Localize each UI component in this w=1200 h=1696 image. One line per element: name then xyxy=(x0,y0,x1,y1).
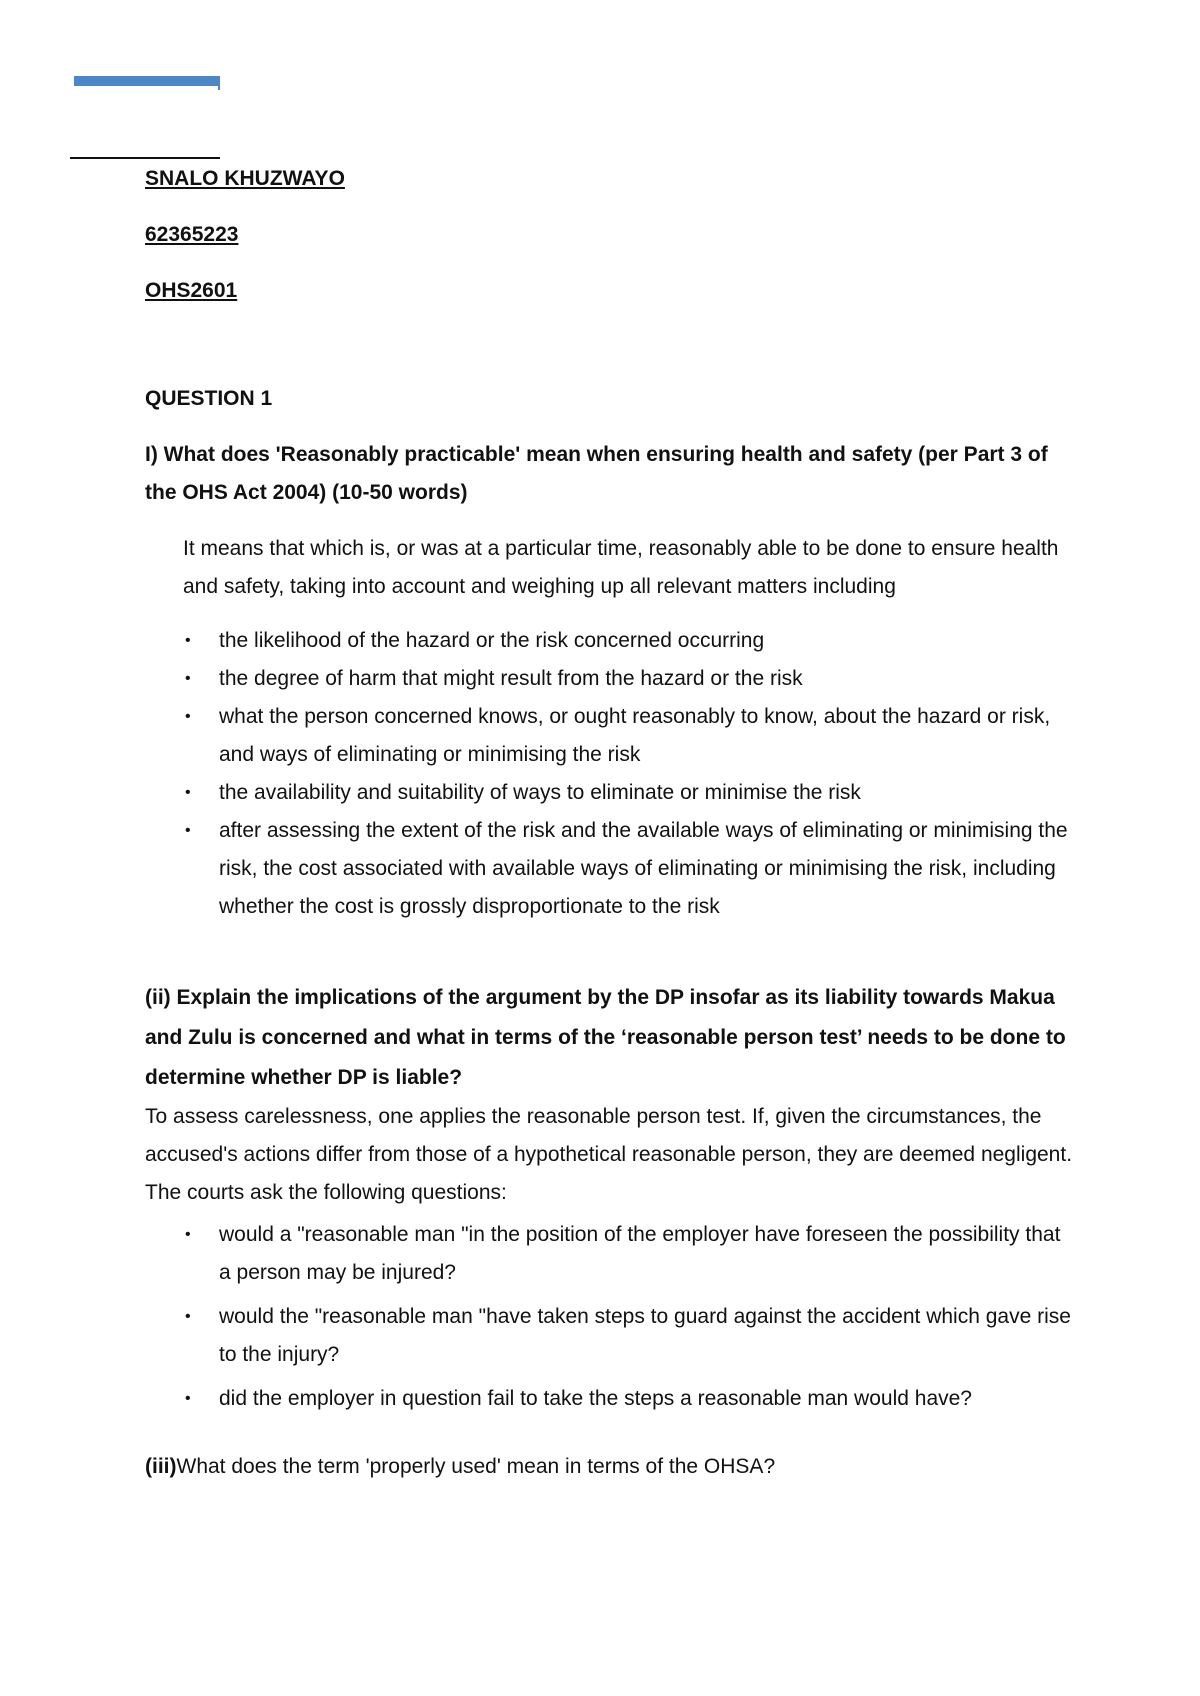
part2-courts-intro: The courts ask the following questions: xyxy=(145,1181,507,1204)
list-item: • would a "reasonable man "in the position of the employer have foreseen the possibility that a person may be injured? xyxy=(145,1216,1075,1292)
part3-label: (iii) xyxy=(145,1455,177,1478)
list-item: • after assessing the extent of the risk and the available ways of eliminating or minimising the risk, the cost associated with available ways of eliminating or minimising the risk, including whether the cost is grossly disproportionate to the risk xyxy=(145,812,1075,926)
document-body xyxy=(145,160,1075,1486)
student-name: SNALO KHUZWAYO xyxy=(145,167,345,190)
list-item: • what the person concerned knows, or ought reasonably to know, about the hazard or risk, and ways of eliminating or minimising the risk xyxy=(145,698,1075,774)
part2-bullet-list xyxy=(145,1216,1075,1418)
header-decoration-bar xyxy=(74,76,218,86)
part2-answer: To assess carelessness, one applies the reasonable person test. If, given the circumstances, the accused's actions differ from those of a hypothetical reasonable person, they are deemed negligent. xyxy=(145,1105,1073,1166)
list-item: • the availability and suitability of ways to eliminate or minimise the risk xyxy=(145,774,1075,812)
part3-question: What does the term 'properly used' mean in terms of the OHSA? xyxy=(176,1455,776,1478)
student-number: 62365223 xyxy=(145,223,239,246)
part1-answer: It means that which is, or was at a particular time, reasonably able to be done to ensure health and safety, taking into account and weighing up all relevant matters including xyxy=(183,537,1059,598)
list-item: • the degree of harm that might result from the hazard or the risk xyxy=(145,660,1075,698)
part1-bullet-list xyxy=(145,622,1075,926)
list-item: • would the "reasonable man "have taken steps to guard against the accident which gave rise to the injury? xyxy=(145,1298,1075,1374)
part2-question: (ii) Explain the implications of the argument by the DP insofar as its liability towards Makua and Zulu is concerned and what in terms of the ‘reasonable person test’ needs to be done to determine whether DP is liable? xyxy=(145,986,1066,1089)
header-rule xyxy=(70,157,220,159)
part3-question-line xyxy=(145,1448,1075,1486)
list-item: • the likelihood of the hazard or the risk concerned occurring xyxy=(145,622,1075,660)
part1-question: I) What does 'Reasonably practicable' mean when ensuring health and safety (per Part 3 of the OHS Act 2004) (10-50 words) xyxy=(145,443,1048,504)
question-heading: QUESTION 1 xyxy=(145,387,273,410)
list-item: • did the employer in question fail to take the steps a reasonable man would have? xyxy=(145,1380,1075,1418)
module-code: OHS2601 xyxy=(145,279,238,302)
